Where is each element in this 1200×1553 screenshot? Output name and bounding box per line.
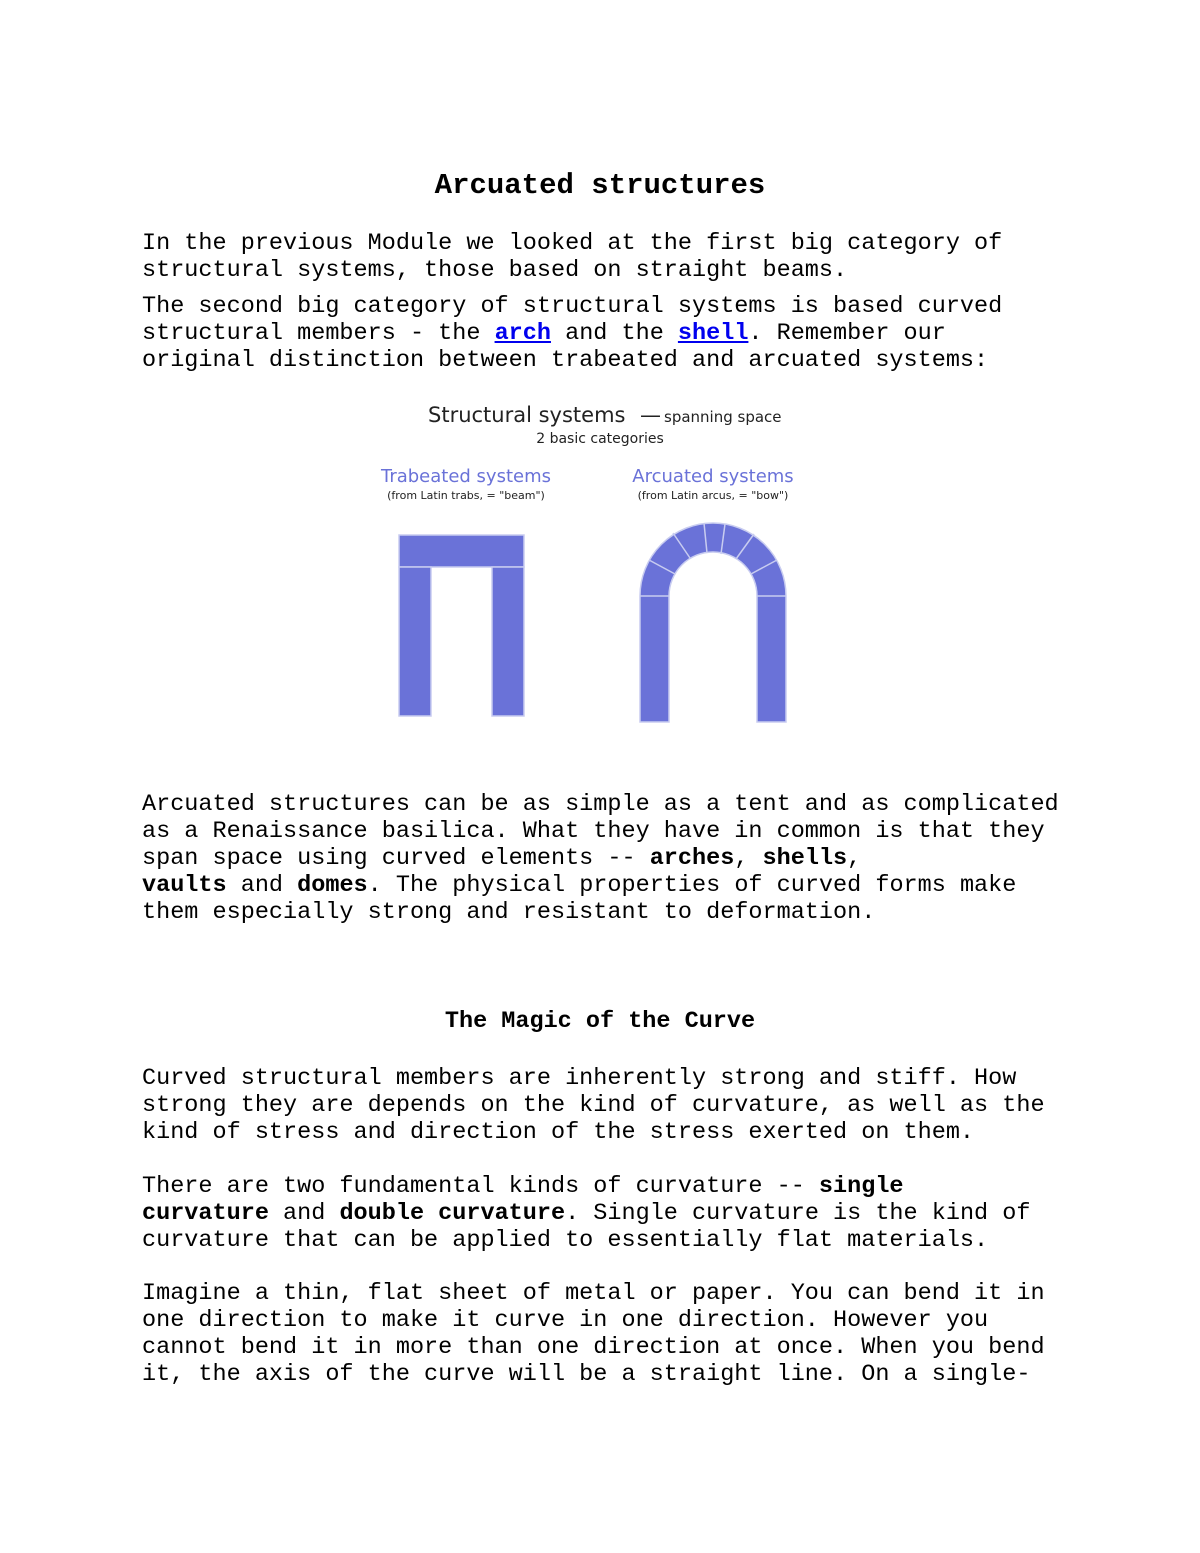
text-line: them especially strong and resistant to deformation. xyxy=(142,899,876,926)
shell-link[interactable]: shell xyxy=(677,320,749,347)
text-line xyxy=(142,1200,1142,1227)
text-line: structural systems, those based on straight beams. xyxy=(142,257,848,284)
text-span: . Single curvature is the kind of xyxy=(565,1200,1031,1227)
text-span: . The physical properties of curved forms make xyxy=(367,872,1017,899)
text-line: as a Renaissance basilica. What they have in common is that they xyxy=(142,818,1045,845)
text-line: kind of stress and direction of the stress exerted on them. xyxy=(142,1119,975,1146)
trabeated-label: Trabeated systems xyxy=(380,466,552,487)
intro-paragraph xyxy=(142,230,1142,284)
arcuated-description-paragraph xyxy=(142,791,1142,926)
text-span: . Remember our xyxy=(748,320,946,347)
arcuated-label: Arcuated systems xyxy=(632,466,794,487)
text-span: and xyxy=(226,872,298,899)
curvature-kinds-paragraph xyxy=(142,1173,1142,1254)
text-span: There are two fundamental kinds of curvature -- xyxy=(142,1173,819,1200)
arch-body xyxy=(640,523,786,722)
text-line xyxy=(142,320,1142,347)
diagram-subtitle: 2 basic categories xyxy=(536,431,664,447)
bold-term: curvature xyxy=(142,1200,269,1227)
text-line: In the previous Module we looked at the first big category of xyxy=(142,230,1003,257)
text-line: curvature that can be applied to essentially flat materials. xyxy=(142,1227,989,1254)
curve-strength-paragraph xyxy=(142,1065,1142,1146)
text-line: original distinction between trabeated and arcuated systems: xyxy=(142,347,989,374)
text-line: it, the axis of the curve will be a straight line. On a single- xyxy=(142,1361,1031,1388)
page-title: Arcuated structures xyxy=(434,169,766,202)
bold-term: shells xyxy=(762,845,848,872)
structural-systems-diagram xyxy=(370,396,830,732)
arcuated-note: (from Latin arcus, = "bow") xyxy=(637,489,789,502)
text-line: Curved structural members are inherently strong and stiff. How xyxy=(142,1065,1017,1092)
diagram-title-dash: — xyxy=(640,403,661,427)
text-span: and the xyxy=(550,320,678,347)
right-post xyxy=(492,567,524,716)
diagram-title: Structural systems xyxy=(428,403,626,427)
text-line xyxy=(142,1173,1142,1200)
left-post xyxy=(399,567,431,716)
text-line: one direction to make it curve in one direction. However you xyxy=(142,1307,989,1334)
bold-term: vaults xyxy=(142,872,227,899)
text-span: structural members - the xyxy=(142,320,495,347)
text-line: cannot bend it in more than one direction at once. When you bend xyxy=(142,1334,1045,1361)
text-line: Arcuated structures can be as simple as a tent and as complicated xyxy=(142,791,1059,818)
text-span: , xyxy=(847,845,862,872)
text-span: span space using curved elements -- xyxy=(142,845,650,872)
text-line: The second big category of structural systems is based curved xyxy=(142,293,1003,320)
text-span: , xyxy=(734,845,763,872)
bold-term: domes xyxy=(297,872,368,899)
text-line: strong they are depends on the kind of curvature, as well as the xyxy=(142,1092,1045,1119)
arch-shape xyxy=(640,523,786,722)
post-and-lintel-shape xyxy=(399,535,524,716)
bold-term: arches xyxy=(649,845,735,872)
bold-term: single xyxy=(818,1173,904,1200)
lintel-beam xyxy=(399,535,524,567)
flat-sheet-paragraph xyxy=(142,1280,1142,1388)
arch-link[interactable]: arch xyxy=(494,320,551,347)
text-line: Imagine a thin, flat sheet of metal or paper. You can bend it in xyxy=(142,1280,1045,1307)
text-line xyxy=(142,845,1142,872)
text-line xyxy=(142,872,1142,899)
section-heading: The Magic of the Curve xyxy=(444,1008,756,1035)
text-span: and xyxy=(268,1200,340,1227)
diagram-title-sub: spanning space xyxy=(664,408,782,426)
trabeated-note: (from Latin trabs, = "beam") xyxy=(387,489,545,502)
bold-term: double curvature xyxy=(339,1200,566,1227)
categories-paragraph xyxy=(142,293,1142,374)
